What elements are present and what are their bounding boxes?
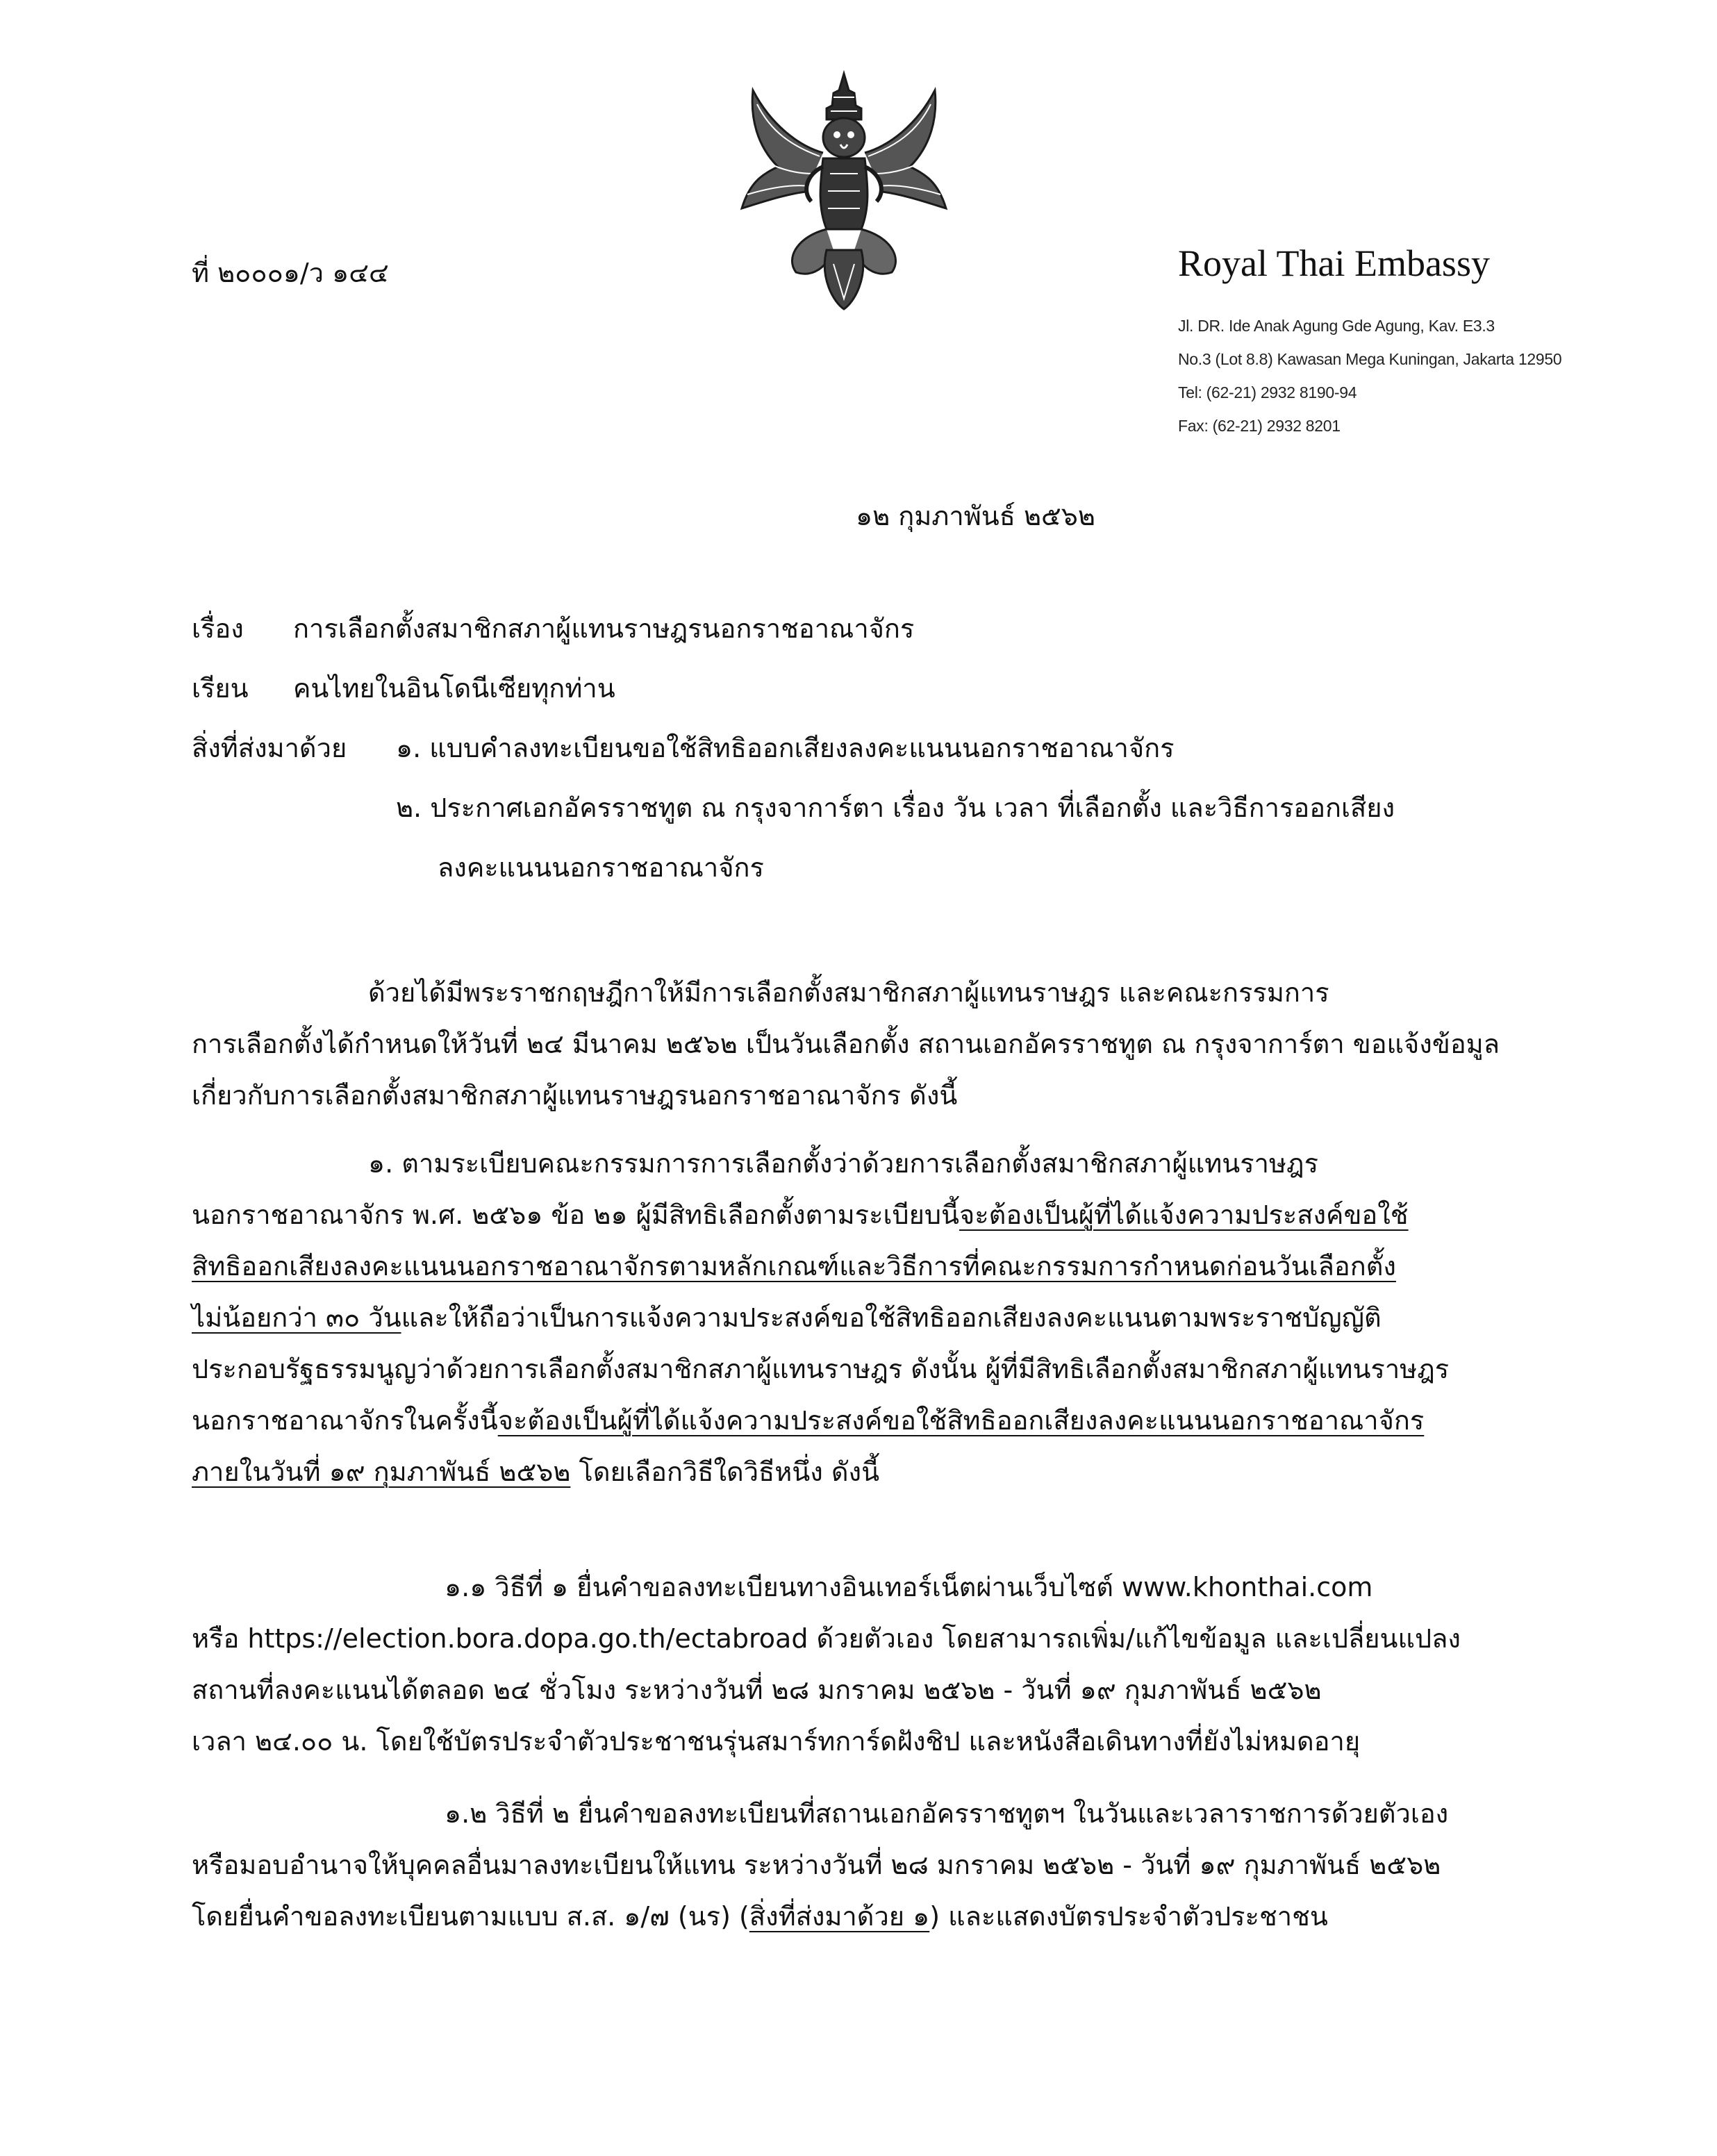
paragraph-line: [192, 1891, 1448, 1942]
paragraph-line: [192, 1446, 1449, 1498]
text-run: โดยเลือกวิธีใดวิธีหนึ่ง ดังนี้: [570, 1457, 880, 1487]
text-run: นอกราชอาณาจักร พ.ศ. ๒๕๖๑ ข้อ ๒๑ ผู้มีสิทธิเลือกตั้งตามระเบียบนี้: [192, 1200, 959, 1230]
text-run: ) และแสดงบัตรประจำตัวประชาชน: [929, 1901, 1328, 1932]
reference-number: ที่ ๒๐๐๐๑/ว ๑๔๔: [192, 258, 389, 288]
item-1-paragraph: [192, 1138, 1449, 1498]
embassy-name: Royal Thai Embassy: [1178, 242, 1490, 284]
paragraph-line: ด้วยได้มีพระราชกฤษฎีกาให้มีการเลือกตั้งสมาชิกสภาผู้แทนราษฎร และคณะกรรมการ: [368, 977, 1329, 1008]
embassy-fax: Fax: (62-21) 2932 8201: [1178, 417, 1341, 436]
enclosures-label: สิ่งที่ส่งมาด้วย: [192, 733, 347, 763]
paragraph-line: สถานที่ลงคะแนนได้ตลอด ๒๔ ชั่วโมง ระหว่างวันที่ ๒๘ มกราคม ๒๕๖๒ - วันที่ ๑๙ กุมภาพันธ์ ๒๕๖๒: [192, 1675, 1322, 1705]
paragraph-line: ประกอบรัฐธรรมนูญว่าด้วยการเลือกตั้งสมาชิกสภาผู้แทนราษฎร ดังนั้น ผู้ที่มีสิทธิเลือกตั้งสมาชิกสภาผู้แทนราษฎร: [192, 1354, 1450, 1384]
underlined-text: ไม่น้อยกว่า ๓๐ วัน: [192, 1302, 401, 1333]
paragraph-line: [192, 1241, 1449, 1292]
paragraph-line: [192, 1189, 1449, 1241]
letter-date: ๑๒ กุมภาพันธ์ ๒๕๖๒: [856, 501, 1095, 531]
paragraph-line: [192, 1292, 1449, 1343]
text-run: และให้ถือว่าเป็นการแจ้งความประสงค์ขอใช้สิทธิออกเสียงลงคะแนนตามพระราชบัญญัติ: [401, 1302, 1382, 1333]
paragraph-line: หรือมอบอำนาจให้บุคคลอื่นมาลงทะเบียนให้แทน ระหว่างวันที่ ๒๘ มกราคม ๒๕๖๒ - วันที่ ๑๙ กุมภาพันธ์ ๒๕๖๒: [192, 1850, 1441, 1880]
garuda-emblem-icon: [729, 69, 959, 313]
item-1-2-paragraph: [192, 1788, 1448, 1942]
paragraph-line: ๑.๑ วิธีที่ ๑ ยื่นคำขอลงทะเบียนทางอินเทอร์เน็ตผ่านเว็บไซต์ www.khonthai.com: [445, 1572, 1373, 1602]
paragraph-line: [192, 1395, 1449, 1446]
addressee-label: เรียน: [192, 673, 249, 704]
paragraph-line: ๑.๒ วิธีที่ ๒ ยื่นคำขอลงทะเบียนที่สถานเอกอัครราชทูตฯ ในวันและเวลาราชการด้วยตัวเอง: [445, 1798, 1449, 1829]
paragraph-line: เวลา ๒๔.๐๐ น. โดยใช้บัตรประจำตัวประชาชนรุ่นสมาร์ทการ์ดฝังชิป และหนังสือเดินทางที่ยังไม่หมดอายุ: [192, 1726, 1361, 1757]
embassy-address-line: Jl. DR. Ide Anak Agung Gde Agung, Kav. E3.3: [1178, 317, 1495, 335]
subject-text: การเลือกตั้งสมาชิกสภาผู้แทนราษฎรนอกราชอาณาจักร: [293, 613, 915, 644]
enclosure-2-continuation: ลงคะแนนนอกราชอาณาจักร: [438, 852, 764, 883]
paragraph-line: ๑. ตามระเบียบคณะกรรมการการเลือกตั้งว่าด้วยการเลือกตั้งสมาชิกสภาผู้แทนราษฎร: [368, 1148, 1318, 1179]
subject-label: เรื่อง: [192, 613, 244, 644]
paragraph-line: การเลือกตั้งได้กำหนดให้วันที่ ๒๔ มีนาคม ๒๕๖๒ เป็นวันเลือกตั้ง สถานเอกอัครราชทูต ณ กรุงจาการ์ตา ขอแจ้งข้อมูล: [192, 1029, 1500, 1059]
enclosure-2: ๒. ประกาศเอกอัครราชทูต ณ กรุงจาการ์ตา เรื่อง วัน เวลา ที่เลือกตั้ง และวิธีการออกเสียง: [396, 793, 1395, 823]
embassy-address-line: No.3 (Lot 8.8) Kawasan Mega Kuningan, Jakarta 12950: [1178, 350, 1562, 369]
underlined-text: จะต้องเป็นผู้ที่ได้แจ้งความประสงค์ขอใช้: [959, 1200, 1409, 1230]
embassy-phone: Tel: (62-21) 2932 8190-94: [1178, 383, 1357, 402]
intro-paragraph: [192, 967, 1500, 1121]
text-run: โดยยื่นคำขอลงทะเบียนตามแบบ ส.ส. ๑/๗ (นร) (: [192, 1901, 749, 1932]
paragraph-line: หรือ https://election.bora.dopa.go.th/ectabroad ด้วยตัวเอง โดยสามารถเพิ่ม/แก้ไขข้อมูล และเปลี่ยนแปลง: [192, 1623, 1461, 1654]
underlined-text: ภายในวันที่ ๑๙ กุมภาพันธ์ ๒๕๖๒: [192, 1457, 571, 1487]
enclosure-1: ๑. แบบคำลงทะเบียนขอใช้สิทธิออกเสียงลงคะแนนนอกราชอาณาจักร: [396, 733, 1175, 763]
underlined-text: สิ่งที่ส่งมาด้วย ๑: [749, 1901, 930, 1932]
addressee-text: คนไทยในอินโดนีเซียทุกท่าน: [293, 673, 615, 704]
underlined-text: สิทธิออกเสียงลงคะแนนนอกราชอาณาจักรตามหลักเกณฑ์และวิธีการที่คณะกรรมการกำหนดก่อนวันเลือกตั้ง: [192, 1251, 1396, 1282]
item-1-1-paragraph: [192, 1561, 1461, 1767]
text-run: นอกราชอาณาจักรในครั้งนี้: [192, 1405, 498, 1436]
paragraph-line: เกี่ยวกับการเลือกตั้งสมาชิกสภาผู้แทนราษฎรนอกราชอาณาจักร ดังนี้: [192, 1080, 958, 1111]
embassy-header: [1178, 243, 1692, 442]
underlined-text: จะต้องเป็นผู้ที่ได้แจ้งความประสงค์ขอใช้สิทธิออกเสียงลงคะแนนนอกราชอาณาจักร: [497, 1405, 1425, 1436]
